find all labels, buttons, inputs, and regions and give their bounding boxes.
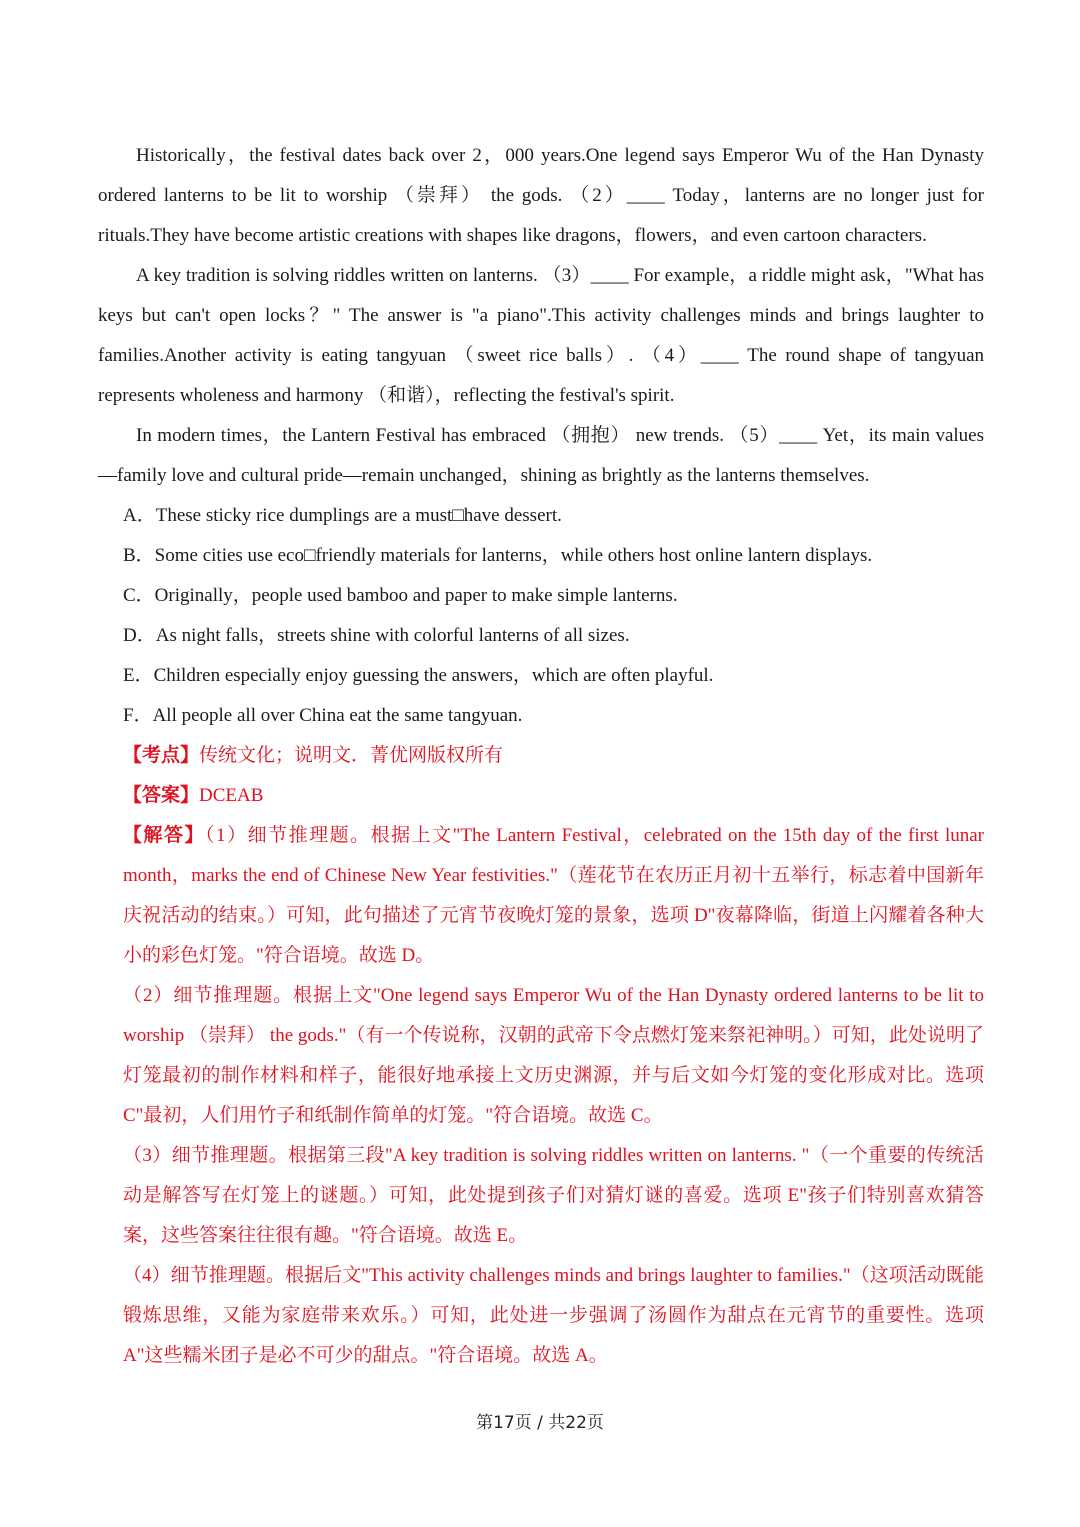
explanation-q1-text: （1）细节推理题。根据上文"The Lantern Festival，celebrated on the 15th day of the first lunar month，marks the end of Chinese New Year festivities."（莲花节在农历正月初十五举行，标志着中国新年庆祝活动的结束。）可知，此句描述了元宵节夜晚灯笼的景象，选项 D"夜幕降临，街道上闪耀着各种大小的彩色灯笼。"符合语境。故选 D。 [123,825,984,966]
option-c: C．Originally，people used bamboo and paper to make simple lanterns. [123,585,678,606]
answer-text: DCEAB [199,785,264,806]
explanation-q1 [98,816,984,976]
passage-paragraph-3: In modern times，the Lantern Festival has embraced （拥抱） new trends. （5）____ Yet，its main values—family love and cultural pride—remain unchanged，shining as brightly as the lanterns themselves. [98,425,984,486]
jieda-label: 【解答】 [123,825,206,846]
kaodian-label: 【考点】 [123,745,200,766]
page-number-footer: 第17页 / 共22页 [476,1413,604,1433]
explanation-q3: （3）细节推理题。根据第三段"A key tradition is solving riddles written on lanterns. "（一个重要的传统活动是解答写在灯笼上的谜题。）可知，此处提到孩子们对猜灯谜的喜爱。选项 E"孩子们特别喜欢猜答案，这些答案往往很有趣。"符合语境。故选 E。 [123,1145,984,1246]
kaodian-line [98,736,984,776]
kaodian-text: 传统文化；说明文．菁优网版权所有 [199,745,504,766]
answer-line [98,776,984,816]
passage-paragraph-1: Historically，the festival dates back over 2，000 years.One legend says Emperor Wu of the Han Dynasty ordered lanterns to be lit to worship （崇拜） the gods. （2）____ Today，lanterns are no longer just for rituals.They have become artistic creations with shapes like dragons，flowers，and even cartoon characters. [98,145,984,246]
answer-label: 【答案】 [123,785,200,806]
option-f: F．All people all over China eat the same tangyuan. [123,705,523,726]
option-b: B．Some cities use eco□friendly materials for lanterns，while others host online lantern displays. [123,545,873,566]
option-e: E．Children especially enjoy guessing the answers，which are often playful. [123,665,714,686]
passage-paragraph-2: A key tradition is solving riddles written on lanterns. （3）____ For example，a riddle might ask，"What has keys but can't open locks？" The answer is "a piano".This activity challenges minds and brings laughter to families.Another activity is eating tangyuan （sweet rice balls）. （4）____ The round shape of tangyuan represents wholeness and harmony （和谐），reflecting the festival's spirit. [98,265,984,406]
option-d: D．As night falls，streets shine with colorful lanterns of all sizes. [123,625,630,646]
option-a: A．These sticky rice dumplings are a must□have dessert. [123,505,562,526]
explanation-q4: （4）细节推理题。根据后文"This activity challenges minds and brings laughter to families."（这项活动既能锻炼思维，又能为家庭带来欢乐。）可知，此处进一步强调了汤圆作为甜点在元宵节的重要性。选项 A"这些糯米团子是必不可少的甜点。"符合语境。故选 A。 [123,1265,984,1366]
explanation-q2: （2）细节推理题。根据上文"One legend says Emperor Wu of the Han Dynasty ordered lanterns to be lit to worship （崇拜） the gods."（有一个传说称，汉朝的武帝下令点燃灯笼来祭祀神明。）可知，此处说明了灯笼最初的制作材料和样子，能很好地承接上文历史渊源，并与后文如今灯笼的变化形成对比。选项 C"最初，人们用竹子和纸制作简单的灯笼。"符合语境。故选 C。 [123,985,984,1126]
page-content [98,136,984,1376]
